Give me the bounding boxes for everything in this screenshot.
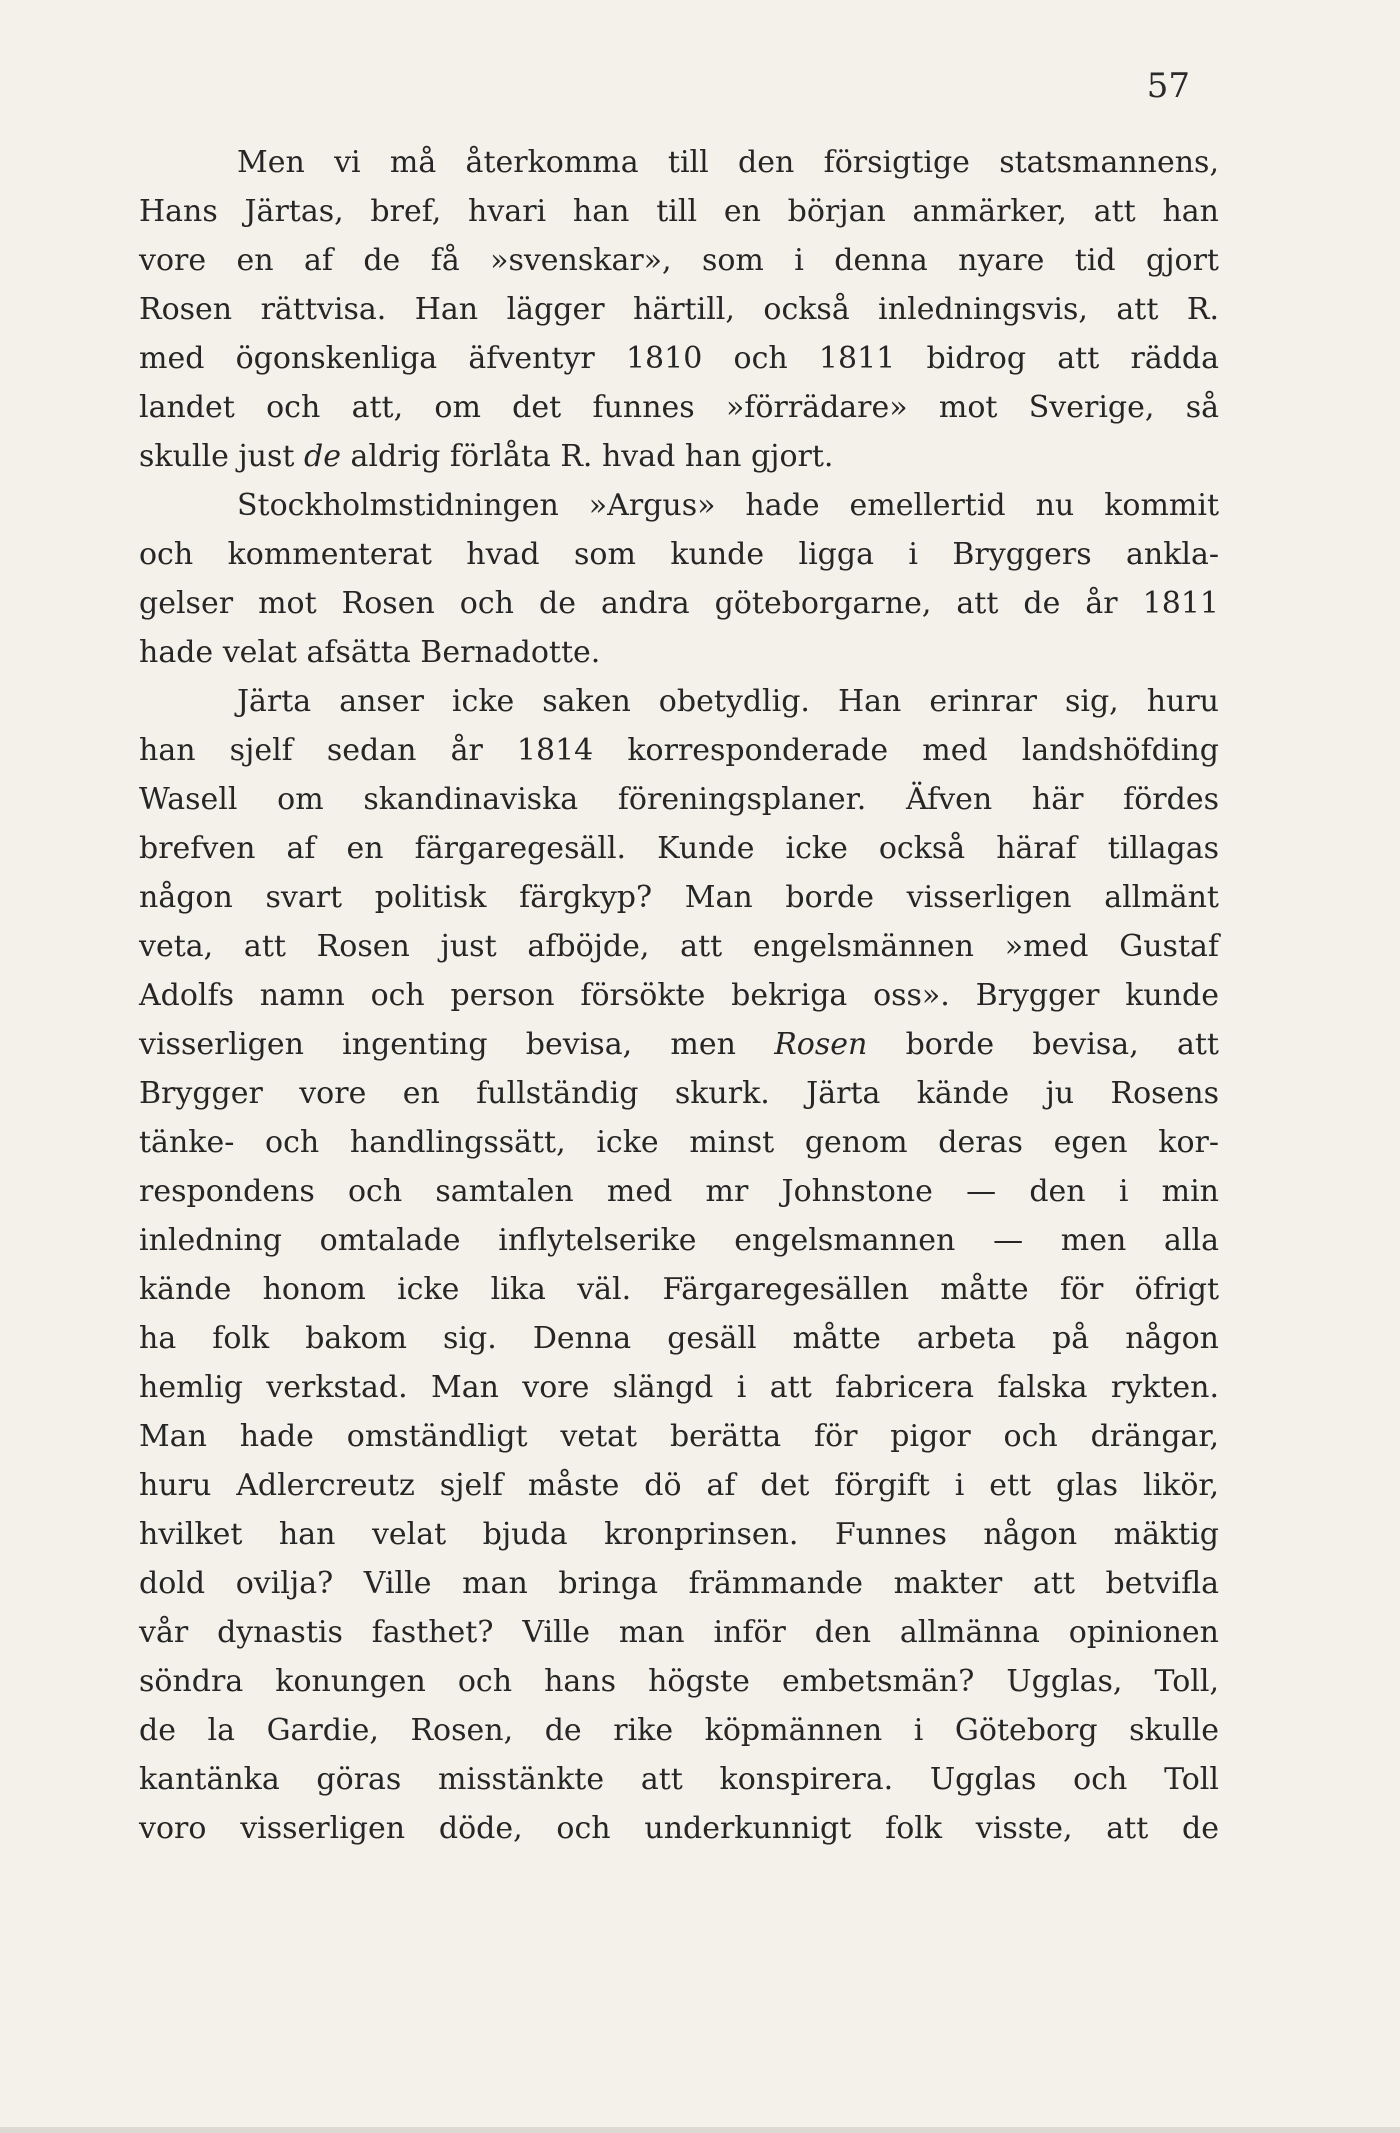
text-line: tänke- och handlingssätt, icke minst genom deras egen kor- (139, 1125, 1219, 1160)
text-line: han sjelf sedan år 1814 korresponderade med landshöfding (139, 733, 1219, 768)
scan-edge (0, 2127, 1400, 2133)
text-line (139, 432, 1219, 481)
text-segment: skulle just (139, 439, 304, 474)
text-line: respondens och samtalen med mr Johnstone — den i min (139, 1174, 1219, 1209)
text-line: med ögonskenliga äfventyr 1810 och 1811 bidrog att rädda (139, 341, 1219, 376)
page-number: 57 (1146, 66, 1190, 106)
text-line: huru Adlercreutz sjelf måste dö af det förgift i ett glas likör, (139, 1468, 1219, 1503)
text-line: Hans Järtas, bref, hvari han till en början anmärker, att han (139, 194, 1219, 229)
text-line: Stockholmstidningen »Argus» hade emellertid nu kommit (237, 488, 1219, 523)
text-line: voro visserligen döde, och underkunnigt folk visste, att de (139, 1811, 1219, 1846)
text-line: dold ovilja? Ville man bringa främmande makter att betvifla (139, 1566, 1219, 1601)
text-line: och kommenterat hvad som kunde ligga i Bryggers ankla- (139, 537, 1219, 572)
text-line: Järta anser icke saken obetydlig. Han erinrar sig, huru (237, 684, 1219, 719)
text-line (139, 1020, 1219, 1069)
text-segment: aldrig förlåta R. hvad han gjort. (340, 439, 834, 474)
text-line: gelser mot Rosen och de andra göteborgarne, att de år 1811 (139, 586, 1219, 621)
text-line: landet och att, om det funnes »förrädare» mot Sverige, så (139, 390, 1219, 425)
text-line: Adolfs namn och person försökte bekriga oss». Brygger kunde (139, 978, 1219, 1013)
text-segment: visserligen ingenting bevisa, men (139, 1027, 775, 1062)
text-line: söndra konungen och hans högste embetsmän? Ugglas, Toll, (139, 1664, 1219, 1699)
text-line: Brygger vore en fullständig skurk. Järta kände ju Rosens (139, 1076, 1219, 1111)
text-line: inledning omtalade inflytelserike engelsmannen — men alla (139, 1223, 1219, 1258)
text-line: hemlig verkstad. Man vore slängd i att fabricera falska rykten. (139, 1370, 1219, 1405)
text-line: hade velat afsätta Bernadotte. (139, 635, 601, 670)
text-line: någon svart politisk färgkyp? Man borde visserligen allmänt (139, 880, 1219, 915)
text-line: Men vi må återkomma till den försigtige statsmannens, (237, 145, 1219, 180)
text-line: de la Gardie, Rosen, de rike köpmännen i Göteborg skulle (139, 1713, 1219, 1748)
text-line: kantänka göras misstänkte att konspirera. Ugglas och Toll (139, 1762, 1219, 1797)
emphasized-word: Rosen (774, 1027, 868, 1062)
body-text (139, 138, 1219, 1853)
text-line: veta, att Rosen just afböjde, att engelsmännen »med Gustaf (139, 929, 1219, 964)
text-line: Wasell om skandinaviska föreningsplaner. Äfven här fördes (139, 782, 1219, 817)
text-line: Rosen rättvisa. Han lägger härtill, också inledningsvis, att R. (139, 292, 1219, 327)
text-line: vore en af de få »svenskar», som i denna nyare tid gjort (139, 243, 1219, 278)
text-line: hvilket han velat bjuda kronprinsen. Funnes någon mäktig (139, 1517, 1219, 1552)
text-segment: borde bevisa, att (867, 1027, 1219, 1062)
text-line: vår dynastis fasthet? Ville man inför den allmänna opinionen (139, 1615, 1219, 1650)
text-line: kände honom icke lika väl. Färgaregesällen måtte för öfrigt (139, 1272, 1219, 1307)
text-line: brefven af en färgaregesäll. Kunde icke också häraf tillagas (139, 831, 1219, 866)
text-line: Man hade omständligt vetat berätta för pigor och drängar, (139, 1419, 1219, 1454)
text-line: ha folk bakom sig. Denna gesäll måtte arbeta på någon (139, 1321, 1219, 1356)
emphasized-word: de (304, 439, 341, 474)
